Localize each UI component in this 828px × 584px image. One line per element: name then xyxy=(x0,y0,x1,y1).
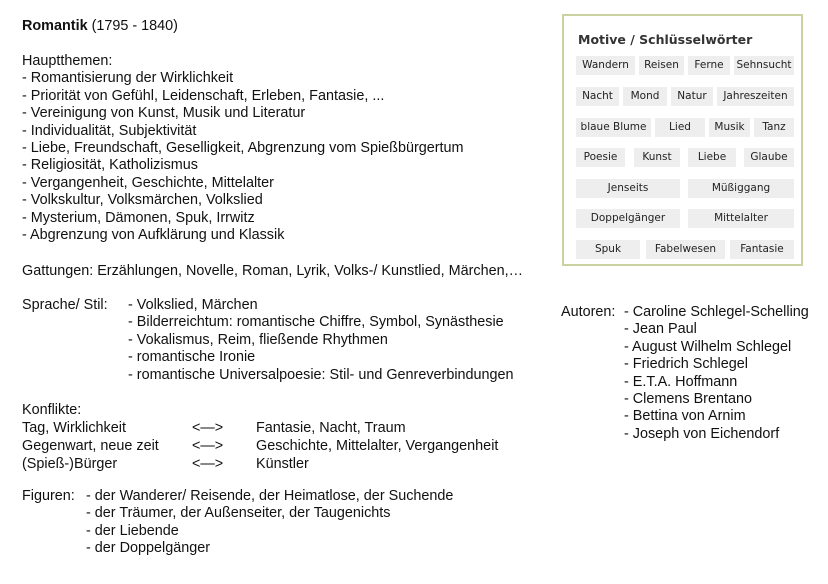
figure-item: - der Liebende xyxy=(86,522,179,539)
keyword-chip: Ferne xyxy=(688,56,730,75)
theme-item: - Religiosität, Katholizismus xyxy=(22,157,198,174)
theme-item: - Mysterium, Dämonen, Spuk, Irrwitz xyxy=(22,209,255,226)
keyword-chip: Poesie xyxy=(576,148,625,167)
figure-item: - der Wanderer/ Reisende, der Heimatlose, der Suchende xyxy=(86,488,454,504)
style-item: - Vokalismus, Reim, fließende Rhythmen xyxy=(128,331,388,348)
style-list xyxy=(128,297,514,384)
theme-item: - Liebe, Freundschaft, Geselligkeit, Abgrenzung vom Spießbürgertum xyxy=(22,139,464,156)
conflicts-section xyxy=(22,401,498,473)
epoch-name: Romantik xyxy=(22,18,88,34)
author-item: - E.T.A. Hoffmann xyxy=(624,373,738,390)
theme-item: - Abgrenzung von Aufklärung und Klassik xyxy=(22,226,285,243)
keyword-chip: Spuk xyxy=(576,240,640,259)
theme-item: - Romantisierung der Wirklichkeit xyxy=(22,70,234,87)
conflict-arrow: <—> xyxy=(192,420,224,436)
keyword-chip: Mittelalter xyxy=(688,209,794,228)
keyword-chip: Fantasie xyxy=(730,240,794,259)
keyword-chip: Natur xyxy=(671,87,713,106)
author-item: - Bettina von Arnim xyxy=(624,408,746,425)
figures-label: Figuren: xyxy=(22,488,75,504)
theme-item: - Vereinigung von Kunst, Musik und Literatur xyxy=(22,105,306,122)
keyword-chip: Glaube xyxy=(744,148,794,167)
genres-line: Gattungen: Erzählungen, Novelle, Roman, Lyrik, Volks-/ Kunstlied, Märchen,… xyxy=(22,263,523,279)
figure-item: - der Träumer, der Außenseiter, der Taugenichts xyxy=(86,505,391,522)
conflict-left: Tag, Wirklichkeit xyxy=(22,420,126,436)
conflicts-heading: Konflikte: xyxy=(22,402,82,418)
keyword-chip: Mond xyxy=(623,87,667,106)
author-item: - Caroline Schlegel-Schelling xyxy=(624,304,809,320)
conflict-arrow: <—> xyxy=(192,456,224,472)
figures-list xyxy=(86,488,453,558)
keyword-box-title: Motive / Schlüsselwörter xyxy=(578,32,753,47)
conflict-left: Gegenwart, neue zeit xyxy=(22,438,159,454)
epoch-years: (1795 - 1840) xyxy=(91,18,178,34)
author-item: - August Wilhelm Schlegel xyxy=(624,338,792,355)
theme-item: - Individualität, Subjektivität xyxy=(22,122,197,139)
keyword-chip: Sehnsucht xyxy=(734,56,794,75)
authors-list xyxy=(624,304,809,443)
conflict-right: Fantasie, Nacht, Traum xyxy=(256,420,406,436)
conflict-row xyxy=(22,455,498,473)
keyword-chip: Müßiggang xyxy=(688,179,794,198)
author-item: - Joseph von Eichendorf xyxy=(624,425,780,442)
style-label: Sprache/ Stil: xyxy=(22,297,108,313)
theme-item: - Volkskultur, Volksmärchen, Volkslied xyxy=(22,192,263,209)
authors-label: Autoren: xyxy=(561,304,616,320)
theme-item: - Vergangenheit, Geschichte, Mittelalter xyxy=(22,174,274,191)
conflict-arrow: <—> xyxy=(192,438,224,454)
keyword-chip: Reisen xyxy=(639,56,684,75)
conflict-left: (Spieß-)Bürger xyxy=(22,456,118,472)
keyword-box xyxy=(562,14,803,266)
page-title xyxy=(22,17,178,35)
conflict-right: Geschichte, Mittelalter, Vergangenheit xyxy=(256,438,499,454)
keyword-chip: blaue Blume xyxy=(576,118,651,137)
keyword-chip: Kunst xyxy=(634,148,680,167)
conflict-row xyxy=(22,419,498,437)
author-item: - Friedrich Schlegel xyxy=(624,356,748,373)
author-item: - Clemens Brentano xyxy=(624,390,752,407)
keyword-chip: Jenseits xyxy=(576,179,680,198)
keyword-chip: Liebe xyxy=(688,148,736,167)
theme-item: - Priorität von Gefühl, Leidenschaft, Erleben, Fantasie, ... xyxy=(22,87,385,104)
style-item: - romantische Universalpoesie: Stil- und Genreverbindungen xyxy=(128,366,514,383)
figure-item: - der Doppelgänger xyxy=(86,540,210,557)
keyword-chip: Doppelgänger xyxy=(576,209,680,228)
conflict-right: Künstler xyxy=(256,456,309,472)
style-item: - Volkslied, Märchen xyxy=(128,297,258,313)
keyword-chip: Wandern xyxy=(576,56,635,75)
keyword-chip: Fabelwesen xyxy=(646,240,725,259)
author-item: - Jean Paul xyxy=(624,321,697,338)
keyword-chip: Jahreszeiten xyxy=(717,87,794,106)
themes-heading: Hauptthemen: xyxy=(22,53,113,69)
style-item: - Bilderreichtum: romantische Chiffre, Symbol, Synästhesie xyxy=(128,314,504,331)
keyword-chip: Musik xyxy=(709,118,750,137)
keyword-chip: Nacht xyxy=(576,87,619,106)
style-item: - romantische Ironie xyxy=(128,349,256,366)
keyword-chip: Lied xyxy=(655,118,705,137)
conflict-row xyxy=(22,437,498,455)
themes-section xyxy=(22,53,464,244)
keyword-chip: Tanz xyxy=(754,118,794,137)
